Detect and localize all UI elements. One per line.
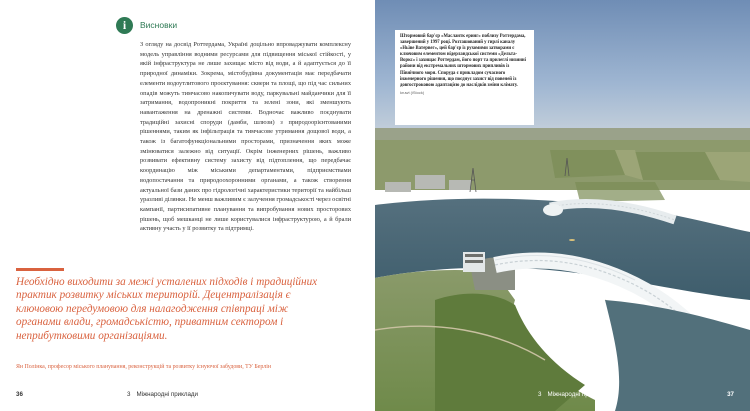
chapter-number: 3	[127, 391, 131, 398]
running-footer-left	[127, 391, 198, 398]
info-icon: i	[116, 17, 133, 34]
quote-attribution: Ян Полінка, професор міського планування, реконструкцій та розвитку існуючої забудови, ТУ Берлін	[16, 364, 271, 370]
page-number-left: 36	[16, 391, 23, 398]
right-page	[375, 0, 750, 411]
caption-text: Штормовий бар'єр «Маслантк еринг» поблизу Роттердама, завершений у 1997 році. Розташований у гирлі каналу «Ньїве Ватервег», цей бар'єр із рухомими затворами є ключовим елементом нідерландської системи «Дельта-Воркс» і захищає Роттердам, його порт та прилеглі низинні райони від екстремальних штормових припливів із Північного моря. Споруда є прикладом сучасного інженерного рішення, що поєднує захист від повеней із довгостроковою адаптацією до наслідків зміни клімату.	[400, 34, 526, 88]
photo-credit: kruwt (iStock)	[400, 89, 425, 95]
page-number-right: 37	[727, 391, 734, 398]
section-title: Висновки	[140, 20, 178, 30]
quote-divider	[16, 268, 64, 271]
body-paragraph: З огляду на досвід Роттердама, Україні доцільно впроваджувати комплексну модель управління водними ресурсами для підвищення міської стійкості, у якій інфраструктура не лише захищає місто від води, а й адаптується до її природної динаміки. Зокрема, містобудівна документація має передбачати елементи водоутлитового проєктування: сквери та площі, що під час сильних опадів можуть тимчасово накопичувати воду, паркувальні майданчики для її затримання, водопроникні покриття та зелені зони, які зменшують навантаження на дренажні системи. Водночас важливо поєднувати традиційні захисні споруди (дамби, шлюзи) з природоорієнтованими рішеннями, таким як інфільтрація та тимчасове утримання дощової води, а також із багатофункціональними просторами, призначення яких може змінюватися залежно від ситуації. Окрім інженерних рішень, важливо розвивати ефективну систему захисту від підтоплення, що передбачає координацію між міськими департаментами, підприємствами водопостачання та природоохоронними органами, а також створення актуальної бази даних про гідрологічні характеристики території та найбільш уразливі ділянки. Не менш важливим є залучення громадськості через освітні кампанії, партисипативне планування та випробування нових просторових рішень, щоб мешканці не лише користувалися інфраструктурою, а й брали активну участь у її розвитку та підтримці.	[140, 41, 351, 233]
pull-quote: Необхідно виходити за межі усталених підходів і традиційних практик розвитку міських територій. Децентралізація є ключовою передумовою для налагодження співпраці між органами влади, громадськістю, приватним сектором і неприбутковими організаціями.	[16, 276, 318, 342]
chapter-number: 3	[538, 391, 542, 398]
photo-caption	[395, 30, 534, 125]
chapter-title: Міжнародні приклади	[136, 391, 198, 398]
running-footer-right	[538, 391, 609, 398]
chapter-title: Міжнародні приклади	[547, 391, 609, 398]
